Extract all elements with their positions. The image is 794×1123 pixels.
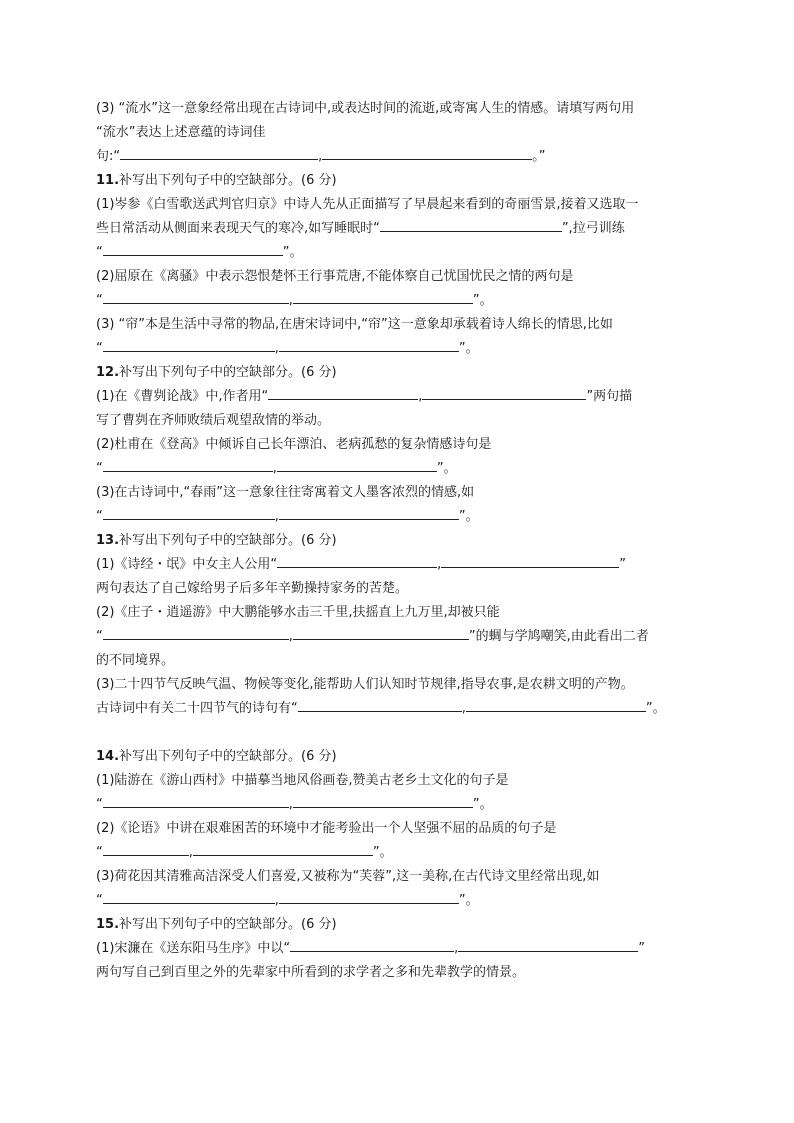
text-fragment: 古诗词中有关二十四节气的诗句有“	[96, 701, 298, 716]
text-line: (2)《论语》中讲在艰难困苦的环境中才能考验出一个人坚强不屈的品质的句子是	[96, 821, 557, 836]
text-fragment: ”。	[372, 845, 393, 860]
prev-question-item-3	[96, 97, 708, 169]
question-title	[96, 529, 708, 553]
question-13	[96, 529, 708, 721]
question-title	[96, 361, 708, 385]
answer-blank[interactable]	[298, 697, 462, 712]
question-number: 14.	[96, 749, 120, 764]
text-line	[96, 457, 708, 481]
text-fragment: “	[96, 341, 103, 356]
answer-blank[interactable]	[293, 289, 473, 304]
text-fragment: ”。	[472, 797, 493, 812]
text-fragment: ”。	[472, 293, 493, 308]
text-fragment: ,	[274, 509, 279, 524]
question-11	[96, 169, 708, 361]
text-line: 写了曹刿在齐师败绩后观望敌情的举动。	[96, 413, 331, 428]
answer-blank[interactable]	[193, 841, 373, 856]
text-fragment: “	[96, 461, 103, 476]
text-line	[96, 553, 708, 577]
question-title-text: 补写出下列句子中的空缺部分。(6 分)	[119, 749, 337, 764]
text-line	[96, 217, 708, 241]
answer-blank[interactable]	[290, 937, 454, 952]
text-line: (3)二十四节气反映气温、物候等变化,能帮助人们认知时节规律,指导农事,是农耕文明的产物。	[96, 677, 634, 692]
text-fragment: ,	[418, 389, 423, 404]
text-fragment: ,	[188, 845, 193, 860]
text-line	[96, 889, 708, 913]
text-fragment: ”。	[458, 893, 479, 908]
text-fragment: 些日常活动从侧面来表现天气的寒冷,如写睡眠时“	[96, 221, 380, 236]
question-15	[96, 913, 708, 985]
answer-blank[interactable]	[441, 553, 619, 568]
text-fragment: ”。	[458, 509, 479, 524]
text-line: (2)《庄子・逍遥游》中大鹏能够水击三千里,扶摇直上九万里,却被只能	[96, 605, 500, 620]
text-fragment: ”。	[645, 701, 666, 716]
text-fragment: “	[96, 893, 103, 908]
text-fragment: ”两句描	[586, 389, 633, 404]
question-title-text: 补写出下列句子中的空缺部分。(6 分)	[119, 917, 337, 932]
text-line: (1)陆游在《游山西村》中描摹当地风俗画卷,赞美古老乡土文化的句子是	[96, 773, 509, 788]
question-number: 11.	[96, 173, 120, 188]
text-fragment: (1)在《曹刿论战》中,作者用“	[96, 389, 269, 404]
text-line: (2)杜甫在《登高》中倾诉自己长年漂泊、老病孤愁的复杂情感诗句是	[96, 437, 492, 452]
answer-blank[interactable]	[103, 289, 289, 304]
answer-blank[interactable]	[103, 505, 275, 520]
text-line	[96, 145, 708, 169]
text-fragment: ”	[619, 557, 627, 572]
text-fragment: ”。	[282, 245, 303, 260]
answer-blank[interactable]	[380, 217, 562, 232]
text-line	[96, 697, 708, 721]
answer-blank[interactable]	[279, 337, 459, 352]
text-fragment: ”	[638, 941, 646, 956]
text-fragment: ,	[274, 893, 279, 908]
text-line	[96, 241, 708, 265]
text-line: (3) “帘”本是生活中寻常的物品,在唐宋诗词中,“帘”这一意象却承载着诗人绵长的情思,比如	[96, 317, 613, 332]
answer-blank[interactable]	[466, 697, 646, 712]
text-fragment: ,	[437, 557, 442, 572]
text-line: (2)屈原在《离骚》中表示怨恨楚怀王行事荒唐,不能体察自己忧国忧民之情的两句是	[96, 269, 574, 284]
text-line: (3)荷花因其清雅高洁深受人们喜爱,又被称为“芙蓉”,这一美称,在古代诗文里经常出现,如	[96, 869, 600, 884]
answer-blank[interactable]	[277, 553, 437, 568]
question-12	[96, 361, 708, 529]
text-fragment: “	[96, 293, 103, 308]
answer-blank[interactable]	[279, 889, 459, 904]
answer-blank[interactable]	[103, 889, 275, 904]
answer-blank[interactable]	[103, 841, 189, 856]
text-fragment: “	[96, 845, 103, 860]
question-title-text: 补写出下列句子中的空缺部分。(6 分)	[119, 533, 337, 548]
answer-blank[interactable]	[103, 457, 273, 472]
answer-blank[interactable]	[103, 625, 289, 640]
answer-blank[interactable]	[293, 625, 469, 640]
answer-blank[interactable]	[279, 505, 459, 520]
text-fragment: ”,拉弓训练	[561, 221, 625, 236]
answer-blank[interactable]	[458, 937, 638, 952]
text-fragment: “	[96, 629, 103, 644]
text-line: 的不同境界。	[96, 653, 175, 668]
text-fragment: “	[96, 509, 103, 524]
text-fragment: ,	[318, 149, 323, 164]
text-line: (1)岑参《白雪歌送武判官归京》中诗人先从正面描写了早晨起来看到的奇丽雪景,接着又选取一	[96, 197, 639, 212]
text-line	[96, 289, 708, 313]
text-line	[96, 937, 708, 961]
answer-blank[interactable]	[103, 241, 283, 256]
answer-blank[interactable]	[322, 145, 532, 160]
answer-blank[interactable]	[268, 385, 418, 400]
answer-blank[interactable]	[103, 793, 289, 808]
question-number: 12.	[96, 365, 120, 380]
answer-blank[interactable]	[277, 457, 437, 472]
question-title	[96, 913, 708, 937]
text-line	[96, 793, 708, 817]
text-fragment: ”。	[458, 341, 479, 356]
answer-blank[interactable]	[422, 385, 586, 400]
answer-blank[interactable]	[103, 337, 275, 352]
text-fragment: 。”	[532, 149, 546, 164]
answer-blank[interactable]	[120, 145, 318, 160]
answer-blank[interactable]	[293, 793, 473, 808]
text-line	[96, 385, 708, 409]
text-fragment: ,	[274, 341, 279, 356]
text-fragment: (1)宋濂在《送东阳马生序》中以“	[96, 941, 291, 956]
text-fragment: “	[96, 797, 103, 812]
text-fragment: ”的蜩与学鸠嘲笑,由此看出二者	[468, 629, 649, 644]
text-fragment: ”。	[436, 461, 457, 476]
question-title-text: 补写出下列句子中的空缺部分。(6 分)	[119, 365, 337, 380]
text-fragment: (1)《诗经・氓》中女主人公用“	[96, 557, 278, 572]
text-line	[96, 841, 708, 865]
text-line: 两句表达了自己嫁给男子后多年辛勤操持家务的苦楚。	[96, 581, 409, 596]
question-number: 13.	[96, 533, 120, 548]
text-line	[96, 625, 708, 649]
question-14	[96, 745, 708, 913]
text-fragment: ,	[288, 629, 293, 644]
text-line: 两句写自己到百里之外的先辈家中所看到的求学者之多和先辈教学的情景。	[96, 965, 526, 980]
text-fragment: “	[96, 245, 103, 260]
question-title	[96, 745, 708, 769]
text-fragment: ,	[461, 701, 466, 716]
text-line: “流水”表达上述意蕴的诗词佳	[96, 125, 266, 140]
text-fragment: 句:“	[96, 149, 121, 164]
question-number: 15.	[96, 917, 120, 932]
text-fragment: ,	[288, 293, 293, 308]
text-line: (3) “流水”这一意象经常出现在古诗词中,或表达时间的流逝,或寄寓人生的情感。请填写两句用	[96, 101, 635, 116]
text-fragment: ,	[272, 461, 277, 476]
question-title	[96, 169, 708, 193]
text-fragment: ,	[288, 797, 293, 812]
question-title-text: 补写出下列句子中的空缺部分。(6 分)	[119, 173, 337, 188]
text-line: (3)在古诗词中,“春雨”这一意象往往寄寓着文人墨客浓烈的情感,如	[96, 485, 475, 500]
text-line	[96, 337, 708, 361]
text-line	[96, 505, 708, 529]
text-fragment: ,	[454, 941, 459, 956]
